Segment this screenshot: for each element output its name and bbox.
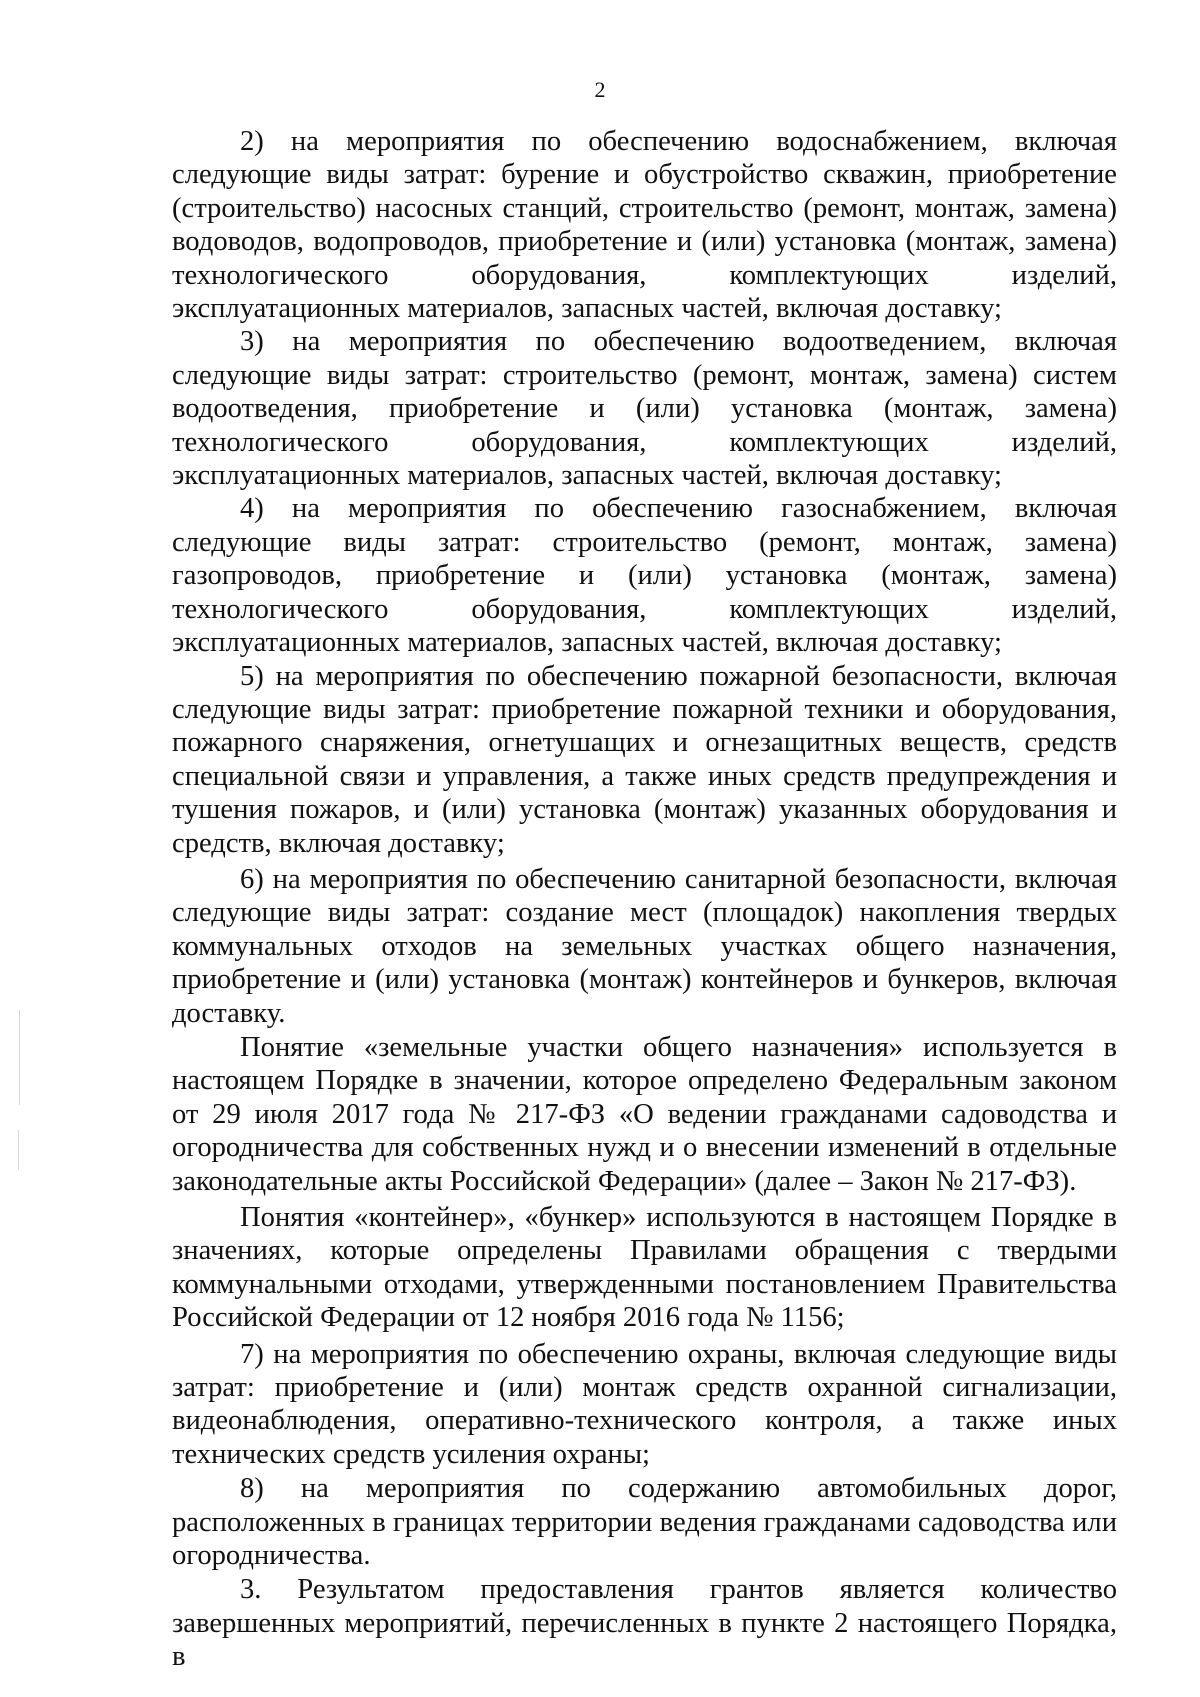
paragraph-common-land-definition: Понятие «земельные участки общего назначения» используется в настоящем Порядке в значении, которое определено Федеральным законом от 29 июля 2017 года № 217-ФЗ «О ведении гражданами садоводства и огородничества для собственных нужд и о внесении изменений в отдельные законодательные акты Российской Федерации» (далее – Закон № 217-ФЗ). [172, 1031, 1117, 1197]
scan-artifact-line [19, 1010, 20, 1105]
scan-artifact-line [18, 1130, 19, 1170]
paragraph-item-7-security: 7) на мероприятия по обеспечению охраны, включая следующие виды затрат: приобретение и (или) монтаж средств охранной сигнализации, видеонаблюдения, оперативно-технического контроля, а также иных технических средств усиления охраны; [172, 1338, 1117, 1470]
paragraph-item-4-gas-supply: 4) на мероприятия по обеспечению газоснабжением, включая следующие виды затрат: строительство (ремонт, монтаж, замена) газопроводов, приобретение и (или) установка (монтаж, замена) технологического оборудования, комплектующих изделий, эксплуатационных материалов, запасных частей, включая доставку; [172, 493, 1117, 659]
paragraph-item-3-water-disposal: 3) на мероприятия по обеспечению водоотведением, включая следующие виды затрат: строительство (ремонт, монтаж, замена) систем водоотведения, приобретение и (или) установка (монтаж, замена) технологического оборудования, комплектующих изделий, эксплуатационных материалов, запасных частей, включая доставку; [172, 326, 1117, 492]
paragraph-item-5-fire-safety: 5) на мероприятия по обеспечению пожарной безопасности, включая следующие виды затрат: приобретение пожарной техники и оборудования, пожарного снаряжения, огнетушащих и огнезащитных веществ, средств специальной связи и управления, а также иных средств предупреждения и тушения пожаров, и (или) установка (монтаж) указанных оборудования и средств, включая доставку; [172, 660, 1117, 859]
paragraph-item-8-roads: 8) на мероприятия по содержанию автомобильных дорог, расположенных в границах территории ведения гражданами садоводства или огородничества. [172, 1473, 1117, 1572]
document-body [172, 125, 1117, 1674]
paragraph-item-2-water-supply: 2) на мероприятия по обеспечению водоснабжением, включая следующие виды затрат: бурение и обустройство скважин, приобретение (строительство) насосных станций, строительство (ремонт, монтаж, замена) водоводов, водопроводов, приобретение и (или) установка (монтаж, замена) технологического оборудования, комплектующих изделий, эксплуатационных материалов, запасных частей, включая доставку; [172, 126, 1117, 325]
page-number: 2 [594, 77, 606, 102]
paragraph-item-6-sanitary-safety: 6) на мероприятия по обеспечению санитарной безопасности, включая следующие виды затрат: создание мест (площадок) накопления твердых коммунальных отходов на земельных участках общего назначения, приобретение и (или) установка (монтаж) контейнеров и бункеров, включая доставку. [172, 863, 1117, 1029]
paragraph-section-3-result: 3. Результатом предоставления грантов является количество завершенных мероприятий, перечисленных в пункте 2 настоящего Порядка, в [172, 1574, 1117, 1673]
paragraph-container-definition: Понятия «контейнер», «бункер» используются в настоящем Порядке в значениях, которые определены Правилами обращения с твердыми коммунальными отходами, утвержденными постановлением Правительства Российской Федерации от 12 ноября 2016 года № 1156; [172, 1202, 1117, 1334]
